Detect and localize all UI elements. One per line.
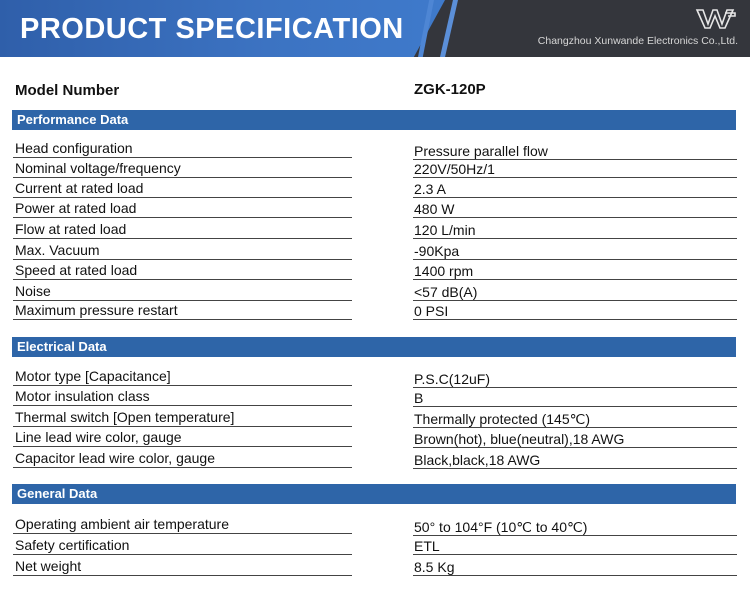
header-banner [0, 0, 750, 57]
spec-label: Safety certification [13, 536, 352, 555]
spec-value: Black,black,18 AWG [413, 450, 737, 469]
page-title: PRODUCT SPECIFICATION [20, 13, 404, 45]
spec-value: 1400 rpm [413, 261, 737, 280]
spec-value: <57 dB(A) [413, 282, 737, 301]
table-row [0, 301, 750, 321]
spec-value: B [413, 388, 737, 407]
spec-label: Maximum pressure restart [13, 301, 352, 320]
spec-label: Thermal switch [Open temperature] [13, 408, 352, 427]
table-row [0, 536, 750, 556]
spec-label: Motor type [Capacitance] [13, 367, 352, 386]
spec-value: ETL [413, 536, 737, 555]
table-row [0, 515, 750, 535]
company-name: Changzhou Xunwande Electronics Co.,Ltd. [537, 35, 738, 47]
section-header-general: General Data [12, 484, 736, 504]
spec-value: Thermally protected (145℃) [413, 409, 737, 428]
spec-label: Noise [13, 282, 352, 301]
table-row [0, 367, 750, 387]
spec-label: Nominal voltage/frequency [13, 159, 352, 178]
banner-stripe [440, 0, 458, 57]
table-row [0, 387, 750, 407]
spec-value: 0 PSI [413, 301, 737, 320]
spec-value: 2.3 A [413, 179, 737, 198]
spec-value: 120 L/min [413, 220, 737, 239]
model-number-value: ZGK-120P [414, 81, 486, 98]
spec-label: Flow at rated load [13, 220, 352, 239]
spec-value: 480 W [413, 199, 737, 218]
company-logo-icon [695, 7, 737, 31]
spec-label: Max. Vacuum [13, 241, 352, 260]
table-row [0, 159, 750, 179]
spec-value: P.S.C(12uF) [413, 369, 737, 388]
spec-label: Line lead wire color, gauge [13, 428, 352, 447]
spec-value: Pressure parallel flow [413, 141, 737, 160]
spec-value: Brown(hot), blue(neutral),18 AWG [413, 429, 737, 448]
spec-value: 8.5 Kg [413, 557, 737, 576]
table-row [0, 139, 750, 159]
table-row [0, 179, 750, 199]
spec-label: Current at rated load [13, 179, 352, 198]
spec-label: Head configuration [13, 139, 352, 158]
spec-value: 50° to 104°F (10℃ to 40℃) [413, 517, 737, 536]
section-header-electrical: Electrical Data [12, 337, 736, 357]
table-row [0, 261, 750, 281]
table-row [0, 408, 750, 428]
table-row [0, 220, 750, 240]
spec-label: Speed at rated load [13, 261, 352, 280]
table-row [0, 282, 750, 302]
table-row [0, 199, 750, 219]
spec-label: Net weight [13, 557, 352, 576]
spec-label: Power at rated load [13, 199, 352, 218]
table-row [0, 241, 750, 261]
spec-value: 220V/50Hz/1 [413, 159, 737, 178]
table-row [0, 449, 750, 469]
spec-value: -90Kpa [413, 241, 737, 260]
spec-label: Operating ambient air temperature [13, 515, 352, 534]
spec-label: Capacitor lead wire color, gauge [13, 449, 352, 468]
table-row [0, 557, 750, 577]
spec-label: Motor insulation class [13, 387, 352, 406]
table-row [0, 428, 750, 448]
model-number-label: Model Number [15, 82, 120, 99]
section-header-performance: Performance Data [12, 110, 736, 130]
